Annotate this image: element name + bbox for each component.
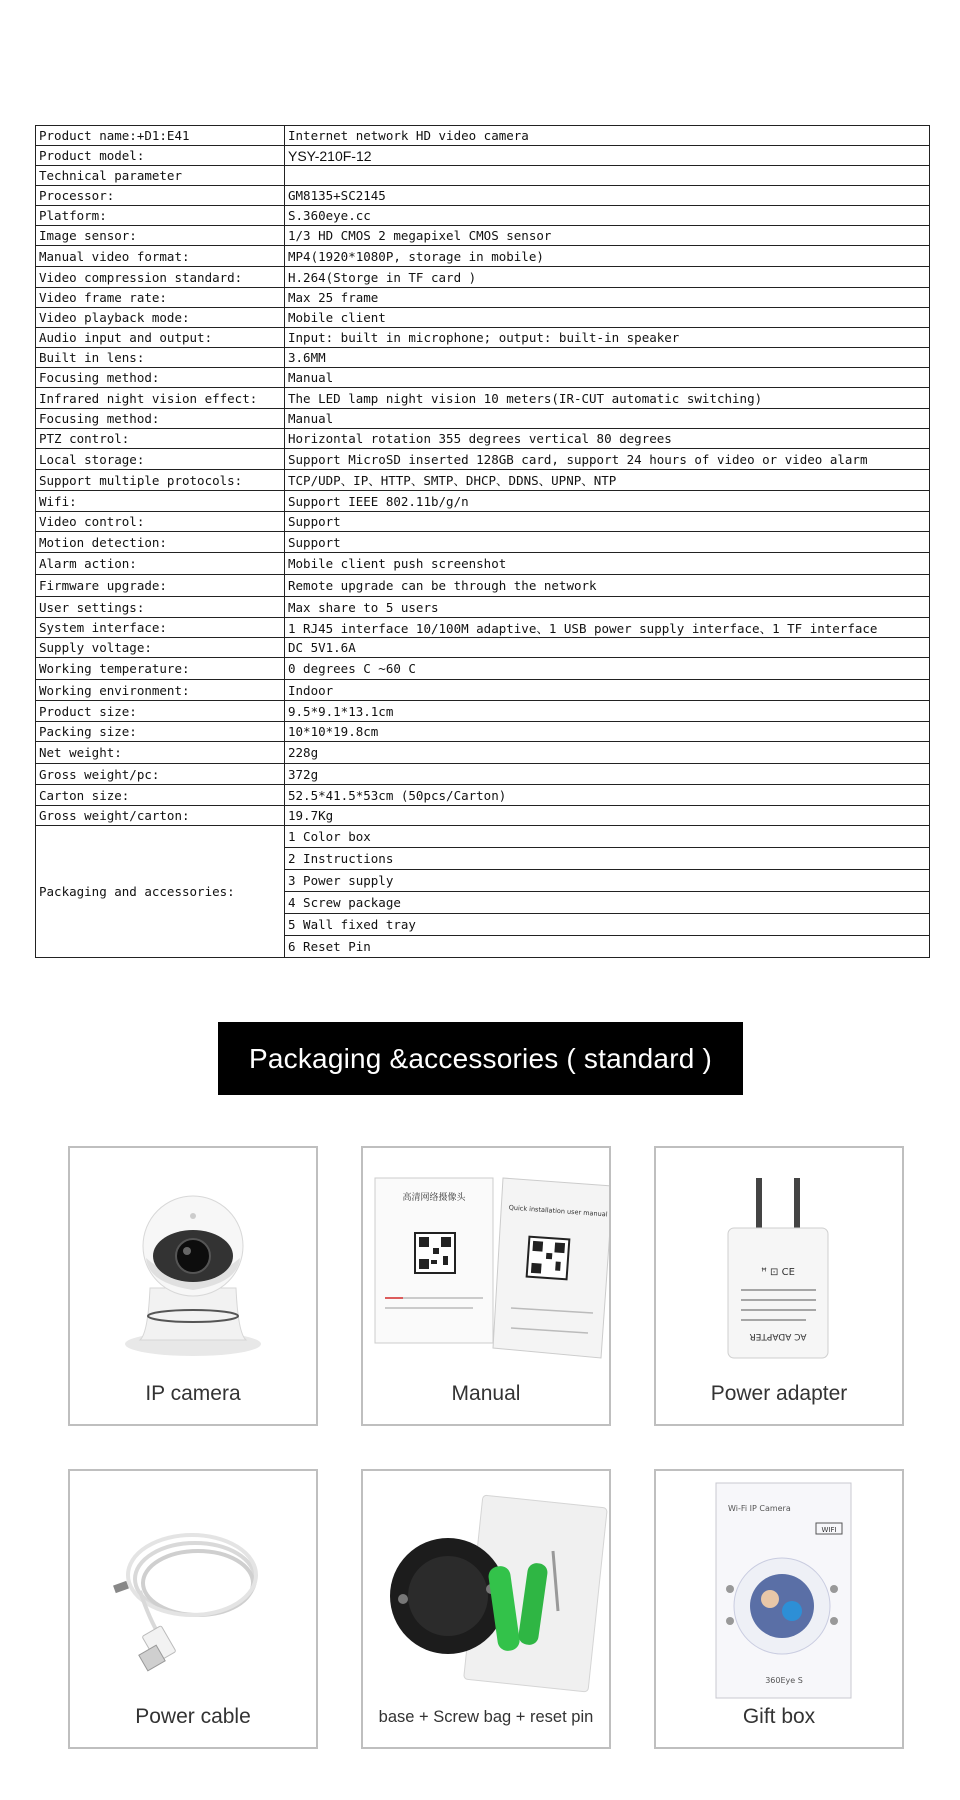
spec-value: Remote upgrade can be through the network — [285, 575, 930, 597]
card-ip-camera — [68, 1146, 318, 1426]
giftbox-badge: WIFI — [821, 1526, 837, 1534]
spec-value: 52.5*41.5*53cm (50pcs/Carton) — [285, 785, 930, 806]
packaging-banner — [218, 1022, 743, 1095]
packaging-item: 4 Screw package — [285, 892, 930, 914]
card-power-cable — [68, 1469, 318, 1749]
spec-label: Gross weight/pc: — [36, 764, 285, 785]
spec-label: PTZ control: — [36, 429, 285, 449]
adapter-brand: AC ADAPTER — [749, 1331, 807, 1341]
spec-value: Max 25 frame — [285, 288, 930, 308]
spec-value: Internet network HD video camera — [285, 126, 930, 146]
spec-table — [35, 125, 930, 958]
spec-label: Working temperature: — [36, 658, 285, 680]
qr-code-icon — [527, 1237, 570, 1280]
adapter-marks: ꟸ ⊡ CE — [761, 1267, 795, 1278]
spec-value: The LED lamp night vision 10 meters(IR-CUT automatic switching) — [285, 388, 930, 409]
card-caption: base + Screw bag + reset pin — [378, 1708, 594, 1726]
spec-value: 372g — [285, 764, 930, 785]
spec-label: Technical parameter — [36, 166, 285, 186]
card-caption: Power cable — [135, 1705, 251, 1728]
spec-row — [36, 638, 930, 658]
packaging-label: Packaging and accessories: — [36, 826, 285, 958]
spec-value: Input: built in microphone; output: built-in speaker — [285, 328, 930, 348]
spec-row — [36, 722, 930, 742]
manual-image — [363, 1148, 609, 1378]
spec-value: 3.6MM — [285, 348, 930, 368]
spec-row — [36, 764, 930, 785]
spec-label: Infrared night vision effect: — [36, 388, 285, 409]
spec-value: 1 RJ45 interface 10/100M adaptive、1 USB power supply interface、1 TF interface — [285, 618, 930, 638]
spec-value: TCP/UDP、IP、HTTP、SMTP、DHCP、DDNS、UPNP、NTP — [285, 470, 930, 491]
spec-row — [36, 785, 930, 806]
card-caption: IP camera — [145, 1382, 241, 1405]
spec-row — [36, 126, 930, 146]
spec-row — [36, 429, 930, 449]
card-caption: Manual — [451, 1382, 521, 1405]
spec-value: MP4(1920*1080P, storage in mobile) — [285, 246, 930, 267]
spec-label: Carton size: — [36, 785, 285, 806]
spec-label: User settings: — [36, 597, 285, 618]
spec-value: YSY-210F-12 — [285, 146, 930, 166]
spec-label: Product model: — [36, 146, 285, 166]
spec-row — [36, 308, 930, 328]
card-caption: Gift box — [742, 1705, 816, 1728]
spec-table-body — [36, 126, 930, 958]
spec-value: 1/3 HD CMOS 2 megapixel CMOS sensor — [285, 226, 930, 246]
spec-value: S.360eye.cc — [285, 206, 930, 226]
spec-row — [36, 449, 930, 470]
spec-label: Product size: — [36, 701, 285, 722]
spec-label: Supply voltage: — [36, 638, 285, 658]
spec-row — [36, 742, 930, 764]
spec-value: Support — [285, 512, 930, 532]
spec-row — [36, 368, 930, 388]
spec-row — [36, 532, 930, 553]
packaging-item: 1 Color box — [285, 826, 930, 848]
spec-row — [36, 388, 930, 409]
spec-label: Processor: — [36, 186, 285, 206]
giftbox-title: Wi-Fi IP Camera — [728, 1504, 791, 1513]
spec-value: DC 5V1.6A — [285, 638, 930, 658]
spec-label: System interface: — [36, 618, 285, 638]
spec-row — [36, 288, 930, 308]
spec-row — [36, 680, 930, 701]
spec-row — [36, 491, 930, 512]
giftbox-brand: 360Eye S — [765, 1676, 803, 1685]
spec-label: Focusing method: — [36, 409, 285, 429]
packaging-item: 6 Reset Pin — [285, 936, 930, 958]
spec-row — [36, 267, 930, 288]
spec-label: Audio input and output: — [36, 328, 285, 348]
card-screw-bag — [361, 1469, 611, 1749]
ip-camera-image — [70, 1148, 316, 1378]
spec-label: Product name:+D1:E41 — [36, 126, 285, 146]
spec-label: Net weight: — [36, 742, 285, 764]
spec-value: Manual — [285, 409, 930, 429]
packaging-item: 3 Power supply — [285, 870, 930, 892]
spec-label: Working environment: — [36, 680, 285, 701]
banner-title: Packaging &accessories ( standard ) — [249, 1042, 712, 1074]
spec-label: Focusing method: — [36, 368, 285, 388]
card-manual — [361, 1146, 611, 1426]
spec-row — [36, 806, 930, 826]
spec-value: Mobile client push screenshot — [285, 553, 930, 575]
spec-label: Wifi: — [36, 491, 285, 512]
spec-row — [36, 470, 930, 491]
spec-row — [36, 575, 930, 597]
spec-label: Platform: — [36, 206, 285, 226]
packaging-row — [36, 826, 930, 848]
spec-label: Video control: — [36, 512, 285, 532]
spec-label: Video playback mode: — [36, 308, 285, 328]
spec-label: Video frame rate: — [36, 288, 285, 308]
spec-label: Manual video format: — [36, 246, 285, 267]
spec-value: 9.5*9.1*13.1cm — [285, 701, 930, 722]
spec-value: Manual — [285, 368, 930, 388]
spec-label: Video compression standard: — [36, 267, 285, 288]
spec-value: GM8135+SC2145 — [285, 186, 930, 206]
spec-row — [36, 701, 930, 722]
spec-value: Support MicroSD inserted 128GB card, support 24 hours of video or video alarm — [285, 449, 930, 470]
spec-label: Alarm action: — [36, 553, 285, 575]
spec-label: Support multiple protocols: — [36, 470, 285, 491]
power-adapter-image — [656, 1148, 902, 1378]
spec-row — [36, 328, 930, 348]
spec-row — [36, 166, 930, 186]
spec-row — [36, 618, 930, 638]
manual-cn-title: 高清网络摄像头 — [402, 1193, 466, 1203]
spec-value: Max share to 5 users — [285, 597, 930, 618]
card-caption: Power adapter — [710, 1382, 848, 1405]
spec-value: 228g — [285, 742, 930, 764]
spec-label: Local storage: — [36, 449, 285, 470]
spec-row — [36, 658, 930, 680]
spec-label: Firmware upgrade: — [36, 575, 285, 597]
spec-value: 19.7Kg — [285, 806, 930, 826]
spec-value: H.264(Storge in TF card ) — [285, 267, 930, 288]
spec-label: Image sensor: — [36, 226, 285, 246]
spec-value: Indoor — [285, 680, 930, 701]
spec-row — [36, 512, 930, 532]
spec-value — [285, 166, 930, 186]
screw-bag-image — [363, 1471, 609, 1701]
spec-value: Support IEEE 802.11b/g/n — [285, 491, 930, 512]
spec-value: Horizontal rotation 355 degrees vertical 80 degrees — [285, 429, 930, 449]
gift-box-image — [656, 1471, 902, 1701]
spec-label: Motion detection: — [36, 532, 285, 553]
spec-row — [36, 246, 930, 267]
spec-row — [36, 597, 930, 618]
spec-value: 10*10*19.8cm — [285, 722, 930, 742]
spec-row — [36, 206, 930, 226]
spec-row — [36, 348, 930, 368]
spec-row — [36, 226, 930, 246]
spec-row — [36, 409, 930, 429]
spec-row — [36, 553, 930, 575]
spec-label: Built in lens: — [36, 348, 285, 368]
qr-code-icon — [415, 1233, 455, 1273]
spec-row — [36, 186, 930, 206]
spec-value: 0 degrees C ~60 C — [285, 658, 930, 680]
packaging-item: 5 Wall fixed tray — [285, 914, 930, 936]
card-power-adapter — [654, 1146, 904, 1426]
manual-en-title: Quick installation user manual — [508, 1203, 608, 1219]
power-cable-image — [70, 1471, 316, 1701]
spec-label: Packing size: — [36, 722, 285, 742]
spec-value: Support — [285, 532, 930, 553]
spec-label: Gross weight/carton: — [36, 806, 285, 826]
spec-value: Mobile client — [285, 308, 930, 328]
packaging-item: 2 Instructions — [285, 848, 930, 870]
card-gift-box — [654, 1469, 904, 1749]
spec-row — [36, 146, 930, 166]
